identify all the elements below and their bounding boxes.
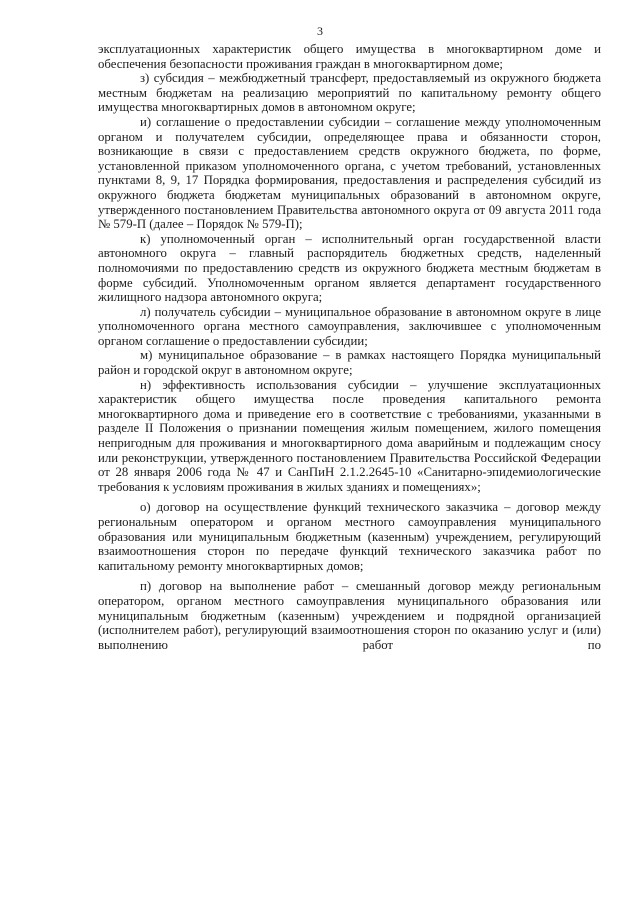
paragraph-continuation: эксплуатационных характеристик общего имущества в многоквартирном доме и обеспечения безопасности проживания граждан в многоквартирном доме; [98,42,601,71]
paragraph-p-works-contract: п) договор на выполнение работ – смешанный договор между региональным оператором, органом местного самоуправления муниципального образования или муниципальным бюджетным (казенным) учреждением и подрядной организацией (исполнителем работ), регулирующий взаимоотношения сторон по оказанию услуг и (или) выполнению работ по [98,579,601,652]
body-text [98,42,601,652]
paragraph-z-subsidy: з) субсидия – межбюджетный трансферт, предоставляемый из окружного бюджета местным бюджетам на реализацию мероприятий по капитальному ремонту общего имущества многоквартирных домов в автономном округе; [98,71,601,115]
paragraph-k-authorized-body: к) уполномоченный орган – исполнительный орган государственной власти автономного округа – главный распорядитель бюджетных средств, наделенный полномочиями по предоставлению средств из окружного бюджета местным бюджетам в форме субсидий. Уполномоченным органом является департамент государственного жилищного надзора автономного округа; [98,231,601,305]
paragraph-n-efficiency: н) эффективность использования субсидии – улучшение эксплуатационных характеристик общего имущества после проведения капитального ремонта многоквартирного дома и приведение его в соответствие с требованиями, указанными в разделе II Положения о признании помещения жилым помещением, жилого помещения непригодным для проживания и многоквартирного дома аварийным и подлежащим сносу или реконструкции, утвержденного постановлением Правительства Российской Федерации от 28 января 2006 года № 47 и СанПиН 2.1.2.2645-10 «Санитарно-эпидемиологические требования к условиям проживания в жилых зданиях и помещениях»; [98,377,601,494]
paragraph-l-recipient: л) получатель субсидии – муниципальное образование в автономном округе в лице уполномоченного органа местного самоуправления, заключившее с уполномоченным органом соглашение о предоставлении субсидии; [98,304,601,348]
page-number: 3 [317,24,323,38]
paragraph-i-agreement: и) соглашение о предоставлении субсидии – соглашение между уполномоченным органом и получателем субсидии, определяющее права и обязанности сторон, возникающие в связи с предоставлением средств окружного бюджета, по форме, установленной приказом уполномоченного органа, с учетом требований, установленных пунктами 8, 9, 17 Порядка формирования, предоставления и распределения субсидий из окружного бюджета бюджетам муниципальных образований в автономном округе, утвержденного постановлением Правительства автономного округа от 09 августа 2011 года № 579-П (далее – Порядок № 579-П); [98,114,601,232]
paragraph-o-technical-customer-contract: о) договор на осуществление функций технического заказчика – договор между региональным оператором и органом местного самоуправления муниципального образования или муниципальным бюджетным (казенным) учреждением, регулирующий взаимоотношения сторон по передаче функций технического заказчика работ по капитальному ремонту многоквартирных домов; [98,500,601,573]
paragraph-m-municipality: м) муниципальное образование – в рамках настоящего Порядка муниципальный район и городской округ в автономном округе; [98,348,601,378]
